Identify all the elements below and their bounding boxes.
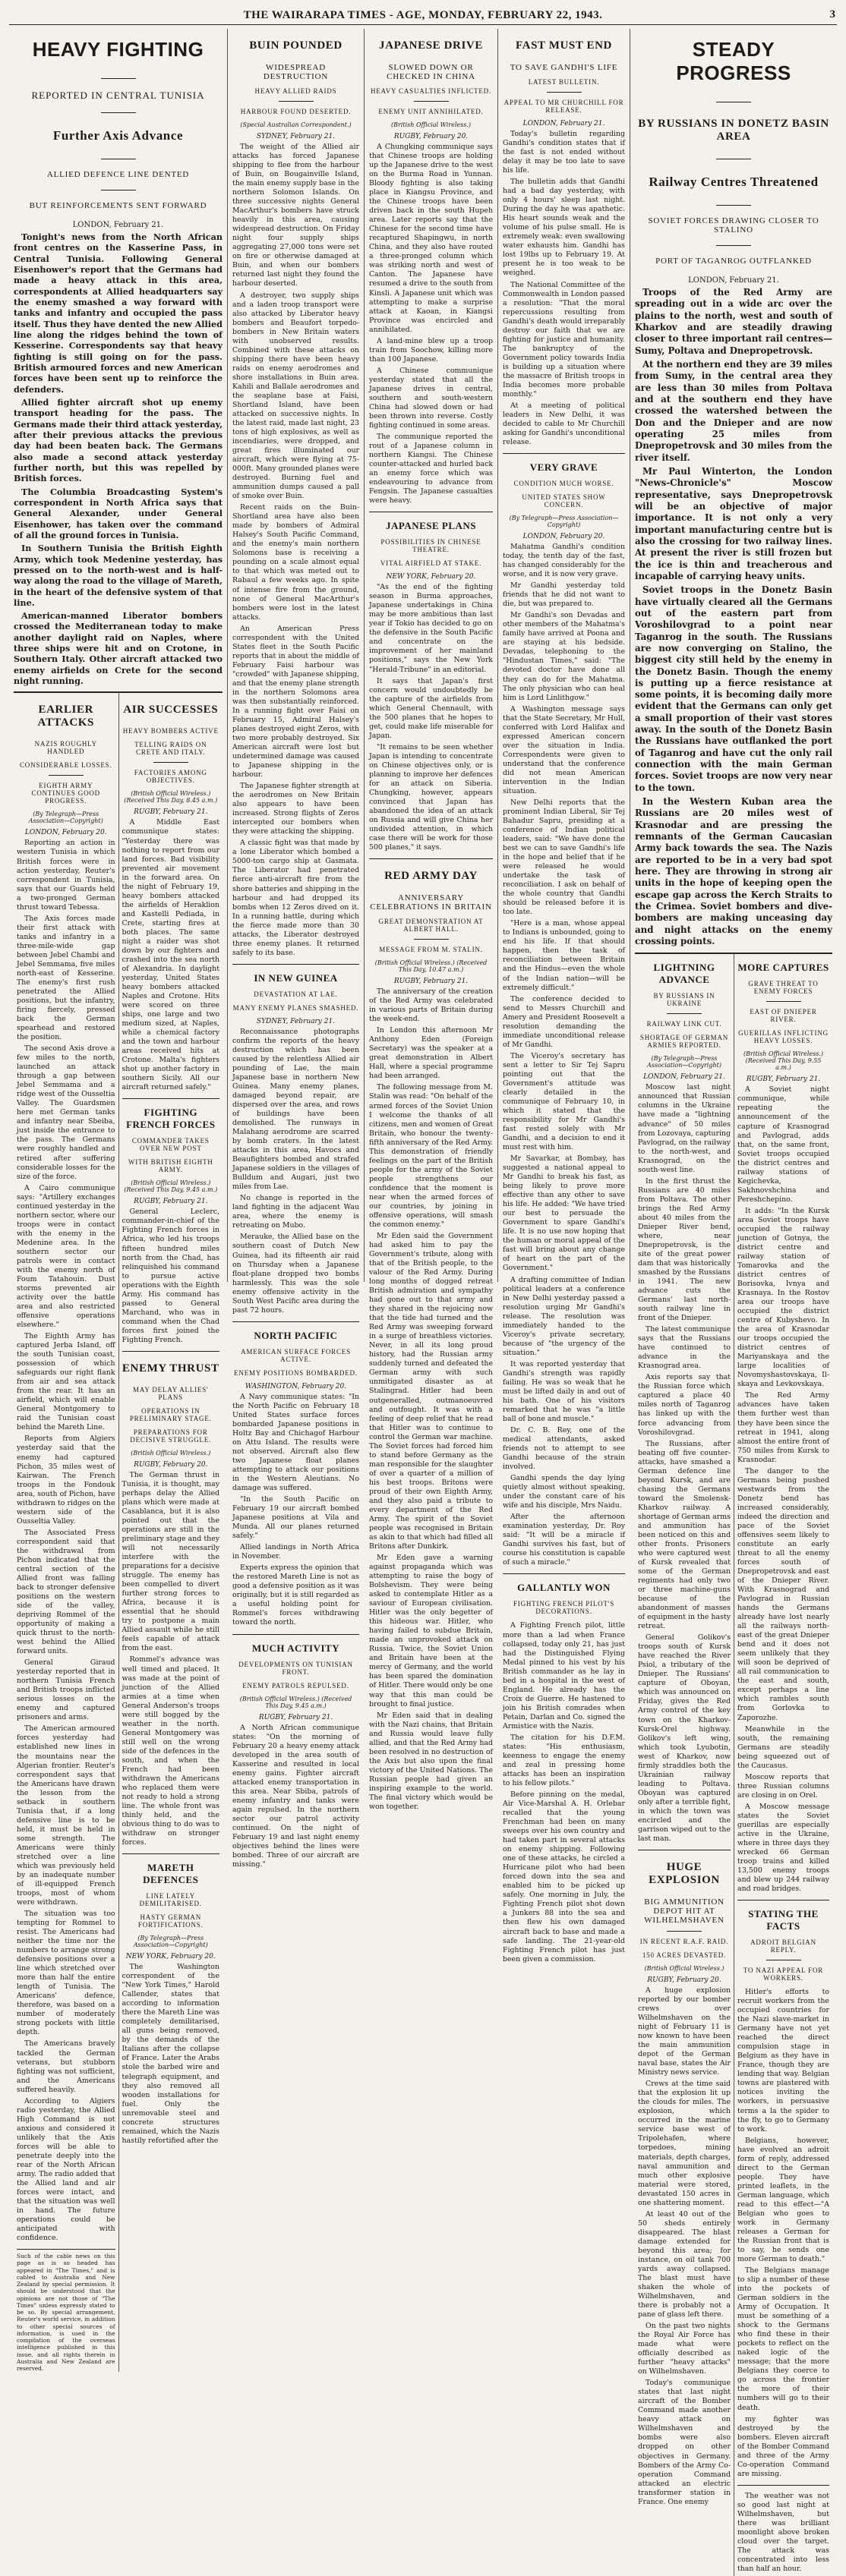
article-paragraph: It adds: "In the Kursk area Soviet troops have occupied the railway junction of Gotnya, the district centre and railway station of Tomarovka and the district centres of Borisovka, Ivnya and Krasnaya. In the Rostov area our troops have occupied the district centre of Kubyshevo. In the area of Krasnodar our troops occupied the district centres of Mariyanskaya and the large localities of Novomyshastovskaya, Il-skaya and Levkovskaya.: [737, 1206, 829, 1389]
subcolumn-more-captures: [734, 954, 832, 2576]
headline: IN NEW GUINEA: [254, 972, 338, 984]
article-paragraph: The German thrust in Tunisia, it is thought, may perhaps delay the Allied plans which were made at Casablanca, but it is also pointed out that the operations are still in the preliminary stage and they will not necessarily interfere with the preparations for a decisive struggle. The enemy has been compelled to divert further strong forces to Africa, because it is essential that he should try to postpone a main Allied assault while he still feels capable of attack from the east.: [122, 1470, 219, 1653]
article-paragraph: The Viceroy's secretary has sent a letter to Sir Tej Sapru pointing out that the Government's attitude was clearly detailed in the communique of February 10, in which it stated that the responsibility for Mr Gandhi's fast rested solely with Mr Gandhi, and a decision to end it must rest with him.: [503, 1051, 625, 1152]
headline: MUCH ACTIVITY: [251, 1642, 340, 1654]
headline: VERY GRAVE: [529, 461, 598, 474]
subhead: IN RECENT R.A.F. RAID.: [639, 1937, 729, 1945]
article-paragraph: The second Axis drove a few miles to the north, launched an attack through a gap between Jebel Semmama and a ridge west of the Ousseltia Valley. The Guardsmen here met German tanks and infantry near Sbeiba, just inside the entrance to the pass. The Germans were roughly handled and retired after suffering considerable losses for the size of the force.: [17, 1044, 115, 1181]
sub-columns: [635, 953, 832, 2576]
divider: [766, 1001, 801, 1002]
article-paragraph: Soviet troops in the Donetz Basin have virtually cleared all the Germans out of the eastern part from Voroshilovgrad to a point near Taganrog in the south. The Russians are now converging on Stalino, the biggest city still held by the enemy in the Donetz Basin. Though the enemy is putting up a fierce resistance at some points, it is becoming daily more evident that the Germans can only get a small proportion of their vast stores away. In the south of the Donetz Basin the Russians have outflanked the port of Taganrog and have cut the only rail connection with the main German forces. Soviet troops are now very near to the town.: [635, 584, 832, 793]
subhead: SOVIET FORCES DRAWING CLOSER TO STALINO: [648, 216, 819, 235]
article-paragraph: No change is reported in the land fighting in the adjacent Wau area, where the enemy is retreating on Mubo.: [232, 1194, 359, 1230]
column-japanese-drive: [365, 29, 498, 1811]
subhead: WIDESPREAD DESTRUCTION: [263, 63, 329, 81]
headline-fast-must-end: FAST MUST END: [516, 39, 612, 52]
article-paragraph: Dr. C. B. Rey, one of the medical attendants, asked friends not to attempt to see Gandhi because of the strain involved.: [503, 1426, 625, 1472]
article-paragraph: It was reported yesterday that Gandhi's strength was rapidly failing. He was so weak that he must be lifted daily in and out of his bath. One of his visitors remarked that he was "a little ball of bone and muscle.": [503, 1359, 625, 1423]
subhead: GUERILLAS INFLICTING HEAVY LOSSES.: [738, 1029, 829, 1045]
article-paragraph: American-manned Liberator bombers crossed the Mediterranean today to make another daylight raid on Naples, where three ships were hit and on Crotone, in Southern Italy. Other aircraft attacked two enemy airfields on Crete for the second night running.: [14, 610, 223, 687]
article-paragraph: Mr Gandhi's son Devadas and other members of the Mahatma's family have arrived at Poona and are staying at his bedside. Devadas, telephoning to the "Hindustan Times," said: "The devoted doctor have done all they can do for the Mahatma. The only physician who can heal him is Lord Linlithgow.": [503, 611, 625, 702]
dateline: NEW YORK, February 20.: [125, 1953, 216, 1961]
divider: [49, 775, 84, 776]
subhead: ANNIVERSARY CELEBRATIONS IN BRITAIN: [370, 893, 492, 912]
dateline: RUGBY, February 21.: [134, 808, 208, 817]
article-paragraph: "Here is a man, whose appeal to Indians is unbounded, going to end his life. If that should happen, then the task of reconciliation between Britain and the Hindus—even the whole of the Indian nation—will be extremely difficult.": [503, 919, 625, 992]
article-paragraph: my fighter was destroyed by the bombers. Eleven aircraft of the Bomber Command and three of the Army Co-operation Command are missing.: [737, 2414, 829, 2478]
article-paragraph: A Cairo communique says: "Artillery exchanges continued yesterday in the northern sector, where our troops were in contact with the enemy in the Medenine area. In the southern sector our patrols were in contact with the enemy north of Foum Tatahouin. Dust storms prevented air activity over the battle area and also restricted offensive operations elsewhere.": [17, 1183, 115, 1330]
article-paragraph: Mr Gandhi yesterday told friends that he did not want to die, but was prepared to.: [503, 581, 625, 609]
subhead: ENEMY PATROLS REPULSED.: [242, 1681, 349, 1690]
headline: RED ARMY DAY: [384, 870, 478, 883]
subhead: HARBOUR FOUND DESERTED.: [240, 108, 352, 115]
article-paragraph: The Eighth Army has captured Jerba Island, off the south Tunisian coast, possession of which safeguards our right flank from air and sea attack from the rear. It has an airfield, which will enable General Montgomery to raid the Tunisian coast behind the Mareth Line.: [17, 1332, 115, 1432]
article-paragraph: A land-mine blew up a troop train from Soochow, killing more than 100 Japanese.: [369, 336, 493, 364]
article-paragraph: The latest communique says that the Russians have continued to advance in the Krasnograd area.: [638, 1325, 731, 1371]
headline-steady-progress: STEADY PROGRESS: [676, 38, 791, 84]
divider: [414, 939, 449, 940]
credit: (British Official Wireless.) (Received This Day, 9.45 a.m.): [239, 1695, 352, 1709]
subhead: MESSAGE FROM M. STALIN.: [379, 946, 483, 954]
credit: (By Telegraph—Press Association—Copyright): [133, 1935, 208, 1949]
article-paragraph: The communique reported the rout of a Japanese column in northern Kiangsi. The Chinese counter-attacked and hurled back an enemy force which was endeavouring to advance from Fengsin. The Japanese casualties were heavy.: [369, 432, 493, 505]
article-paragraph: A Chinese communique yesterday stated that all the Japanese drives in central, southern and south-western China had slowed down or had been thrown into reverse. Costly fighting continued in some areas.: [369, 366, 493, 430]
article-paragraph: A North African communique states: "On the morning of February 20 a heavy enemy attack developed in the area south of Kasserine and resulted in local enemy gains. Fighter aircraft attacked enemy transportation in this area. Near Sbiba, patrols of enemy infantry and tanks were again repulsed. In the northern sector our patrol activity continued. On the night of February 19 and last night enemy objectives behind the lines were bombed. Three of our aircraft are missing.": [232, 1723, 359, 1869]
subhead: TO SAVE GANDHI'S LIFE: [510, 63, 618, 72]
divider: [716, 205, 751, 206]
credit: (British Official Wireless.) (Received This Day, 9.45 a.m.): [124, 1179, 218, 1194]
headline-japanese-drive: JAPANESE DRIVE: [379, 39, 483, 52]
article-paragraph: The Washington correspondent of the "New York Times," Harold Callender, states that according to information there the Mareth Line was completely demilitarised, all guns being removed, by the demands of the Italians after the collapse of France. Later the Arabs stole the barbed wire and telegraph equipment, and they also removed all wooden installations for fuel. Only the unremovable steel and concrete structures remained, which the Nazis hastily refortified after the: [122, 1963, 219, 2145]
credit: (British Official Wireless.) (Received This Day, 9.55 a.m.): [743, 1050, 824, 1072]
subhead: FACTORIES AMONG OBJECTIVES.: [134, 769, 207, 785]
subhead: TO NAZI APPEAL FOR WORKERS.: [743, 1967, 824, 1982]
credit: (British Official Wireless.): [131, 1449, 211, 1456]
subhead: MAY DELAY ALLIES' PLANS: [133, 1385, 209, 1401]
headline: JAPANESE PLANS: [385, 520, 477, 532]
divider: [737, 2485, 829, 2486]
article-paragraph: Today's communique states that last night aircraft of the Bomber Command made another heavy attack on Wilhelmshaven and bombs were also dropped on other objectives in Germany. Bombers of the Army Co-operation Command attacked an electric transformer station in France. One enemy: [638, 2379, 731, 2506]
dateline: LONDON, February 20.: [522, 533, 605, 541]
divider: [122, 1853, 220, 1854]
subhead: APPEAL TO MR CHURCHILL FOR RELEASE.: [503, 99, 624, 114]
article-paragraph: Mr Eden said the Government had asked him to pay the Government's tribute, along with that of the British people, to the valour of the Red Army. During long months of dogged retreat British admiration and sympathy had gone out to that army and they shared in the rejoicing now that the tide had turned and the Red Army was sweeping forward in a surge of breathless victories. Never, in all its long proud history, had the Russian army suddenly turned and defeated the German army with such unmitigated disaster as at Stalingrad. Hitler had been outgeneralled, outmanoeuvred and outfought. It was with a feeling of deep relief that he read that Hitler was to continue to control the German war machine. The Soviet forces had forced him to stand before Germany as the man responsible for the slaughter of over a quarter of a million of his best troops. Britons were proud of their own Eighth Army, and they also paid a tribute to every department of the Red Army. The spirit of the Soviet people was recognised in Britain as akin to that which had filled all Britons after Dunkirk.: [369, 1231, 493, 1551]
article-paragraph: Mr Savarkar, at Bombay, has suggested a national appeal to Mr Gandhi to break his fast, as being likely to prove more effective than any other to save his life. He added: "We have tried our best to persuade the Government to spare Gandhi's life. It is no use now hoping that the human or moral appeal of the fast will bring about any change of heart on the part of the Government.": [503, 1154, 625, 1273]
masthead-title: THE WAIRARAPA TIMES - AGE, MONDAY, FEBRUARY 22, 1943.: [243, 9, 603, 21]
article-paragraph: The Red Army advances have taken them further west than they have been since the retreat in 1941, along almost the entire front of 750 miles from Kursk to Krasnodar.: [737, 1391, 829, 1464]
article-paragraph: "It remains to be seen whether Japan is intending to concentrate on Chinese objectives only, or is planning to improve her defences for an attack on Siberia. Chungking, however, appears convinced that Japan has abandoned the idea of an attack on Russia and will give China her undivided attention, in which case there will be work for those 500 planes," it says.: [369, 742, 493, 852]
subhead: REPORTED IN CENTRAL TUNISIA: [31, 90, 205, 101]
subhead: FIGHTING FRENCH PILOT'S DECORATIONS.: [513, 1600, 615, 1616]
subhead: HEAVY ALLIED RAIDS: [254, 87, 337, 95]
subhead: BY RUSSIANS IN UKRAINE: [653, 992, 715, 1008]
subhead: HEAVY CASUALTIES INFLICTED.: [370, 87, 492, 95]
divider: [667, 1931, 702, 1932]
article-paragraph: Rommel's advance was well timed and placed. It was made at the point of junction of the Allied armies at a time when General Anderson's troops were still bogged by the weather in the north. General Montgomery was still well on the wrong side of the defences in the south, and when the French had been withdrawn the Americans who replaced them were not ready to hold a strong line. The whole front was thinly held, and the obvious thing to do was to withdraw on stronger forces.: [122, 1655, 219, 1847]
dateline: LONDON, February 21.: [72, 221, 164, 229]
subhead: OPERATIONS IN PRELIMINARY STAGE.: [129, 1406, 212, 1422]
article-paragraph: A Middle East communique states: "Yesterday there was nothing to report from our land forces. Bad visibility prevented air movement in the forward area. On the night of February 19, heavy bombers attacked the airfields of Heraklion and Kastelli Pediada, in Crete, starting fires at both places. The same night a raider was shot down by our fighters and crashed into the sea north of Alexandria. In daylight yesterday, United States heavy bombers attacked Naples and Crotone. Hits were scored on three ships, one large and two medium sized, at Naples, while a chemical factory and the town and harbour areas received hits at Crotone. Malta's fighters shot up another factory in southern Sicily. All our aircraft returned safely.": [122, 818, 219, 1092]
subhead: VITAL AIRFIELD AT STAKE.: [380, 559, 482, 568]
divider: [101, 190, 136, 191]
article-paragraph: A Navy communique states: "In the North Pacific on February 18 United States surface forces bombarded Japanese positions in Holtz Bay and Chichagof Harbour on Attu Island. The results were not observed. Aircraft also flew two Japanese float planes attempting to attack our positions in the Western Aleutians. No damage was suffered.: [232, 1392, 359, 1493]
divider: [279, 101, 314, 102]
subhead: RAILWAY LINK CUT.: [646, 1020, 722, 1028]
subhead: PREPARATIONS FOR DECISIVE STRUGGLE.: [130, 1428, 212, 1444]
article-paragraph: A destroyer, two supply ships and a laden troop transport were also attacked by Liberator heavy bombers and Beaufort torpedo-bombers in New Britain waters with unobserved results. Combined with these attacks on shipping there have been heavy raids on enemy aerodromes and shore installations in Buin area. Kahili and Ballale aerodromes and the seaplane base at Faisi, Shortland Island, have been attacked on successive nights. In the latest raid, made last night, 23 tons of high explosives, as well as incendiaries, were dropped, and great fires illuminated our aircraft, which were flying at 75-000ft. Many grounded planes were destroyed. Burning fuel and ammunition dumps caused a pall of smoke over Buin.: [232, 291, 359, 501]
divider: [122, 1351, 220, 1352]
subcolumn-lightning-advance: [635, 954, 734, 2576]
headline-heavy-fighting: HEAVY FIGHTING: [32, 38, 204, 61]
article-paragraph: A Washington message says that the State Secretary, Mr Hull, conferred with Lord Halifax and expressed American concern over the situation in India. Correspondents were given to understand that the conference did not mean American intervention in the Indian situation.: [503, 704, 625, 795]
divider: [101, 112, 136, 113]
sub-columns: [14, 691, 223, 2372]
subhead: HASTY GERMAN FORTIFICATIONS.: [137, 1913, 204, 1929]
article-paragraph: At the northern end they are 39 miles from Sumy, in the central area they are less than 30 miles from Poltava and at the southern end they have crossed the watershed between the Don and the Dnieper and are now operating 25 miles from Dnepropetrovsk and 30 miles from the river itself.: [635, 358, 832, 463]
headline: STATING THE FACTS: [748, 1908, 819, 1932]
headline: AIR SUCCESSES: [123, 704, 219, 716]
divider: [232, 1321, 359, 1322]
article-paragraph: Reconnaissance photographs confirm the reports of the heavy destruction which has been caused by the relentless Allied air pounding of Lae, the main Japanese base in northern New Guinea. Many enemy planes, damaged beyond repair, are dispersed over the area, and rows of buildings have been demolished. The runways in Malahang aerodrome are scarred by bomb craters. In the latest attacks in this area, Havocs and Beaufighters bombed and strafed Japanese soldiers in the villages of Bulldum and Augari, just two miles from Lae.: [232, 1027, 359, 1192]
dateline: RUGBY, February 21.: [258, 1713, 333, 1721]
subhead: CONDITION MUCH WORSE.: [513, 480, 614, 488]
article-paragraph: The anniversary of the creation of the Red Army was celebrated in various parts of Britain during the week-end.: [369, 987, 493, 1024]
article-paragraph: The Russians, after beating off five counter-attacks, have smashed a German defence line beyond Kursk, and are chasing the Germans toward the Smolensk-Kharkov railway. A shortage of German arms and ammunition has been noticed on this and other fronts. Prisoners who were captured west of Kursk revealed that some of the German regiments had only two or three machine-guns because of the abandonment of masses of equipment in the hasty retreat.: [638, 1439, 731, 1631]
headline: MORE CAPTURES: [737, 962, 829, 974]
subhead: SHORTAGE OF GERMAN ARMIES REPORTED.: [639, 1034, 729, 1050]
subhead: ADROIT BELGIAN REPLY.: [750, 1938, 816, 1954]
headline-buin-pounded: BUIN POUNDED: [249, 39, 343, 52]
article-paragraph: Today's bulletin regarding Gandhi's condition states that if the fast is not ended without delay it may be too late to save his life.: [503, 130, 625, 175]
dateline: LONDON, February 20.: [24, 829, 107, 837]
subhead: TELLING RAIDS ON CRETE AND ITALY.: [134, 741, 207, 757]
subhead: DEVASTATION AT LAE.: [254, 990, 338, 998]
headline: FIGHTING FRENCH FORCES: [126, 1107, 216, 1131]
subhead: BIG AMMUNITION DEPOT HIT AT WILHELMSHAVEN: [644, 1897, 724, 1925]
subhead: Railway Centres Threatened: [649, 175, 819, 189]
dateline: RUGBY, February 20.: [134, 1460, 208, 1469]
article-paragraph: General Leclerc, commander-in-chief of the Fighting French forces in Africa, who led his troops fifteen hundred miles north from the Chad, has relinquished his command to pursue active operations with the Eighth Army. His command has passed to General Marchand, who was in command when the Chad forces first joined the Fighting French.: [122, 1208, 219, 1344]
dateline: RUGBY, February 20.: [393, 133, 469, 140]
column-russia: [630, 29, 837, 2573]
subhead: POSSIBILITIES IN CHINESE THEATRE.: [380, 538, 481, 554]
article-paragraph: The Columbia Broadcasting System's correspondent in North Africa says that General Alexander, under General Eisenhower, has taken over the command of all the ground forces in Tunisia.: [14, 486, 223, 540]
page-number: 3: [829, 8, 835, 20]
dateline: NEW YORK, February 20.: [386, 573, 476, 581]
divider: [101, 78, 136, 79]
column-tunisia: [9, 29, 228, 2373]
subhead: Further Axis Advance: [52, 128, 184, 143]
divider: [737, 1900, 829, 1901]
article-paragraph: Mahatma Gandhi's condition today, the tenth day of the fast, has changed considerably for the worse, and it is now very grave.: [503, 543, 625, 579]
article-paragraph: A huge explosion reported by our bomber crews over Wilhelmshaven on the night of February 11 is now known to have been the main ammunition depot of the German naval base, states the Air Ministry news service.: [638, 1986, 731, 2077]
article-paragraph: General Giraud yesterday reported that in northern Tunisia French and British troops inflicted serious losses on the enemy and captured prisoners and arms.: [17, 1658, 115, 1722]
column-gandhi: [498, 29, 630, 1963]
article-paragraph: Troops of the Red Army are spreading out in a wide arc over the plains to the north, west and south of Kharkov and are steadily drawing closer to three important rail centres—Sumy, Poltava and Dnepropetrovsk.: [635, 287, 832, 356]
article-paragraph: The weather was not so good last night at Wilhelmshaven, but there was brilliant moonlight above broken cloud over the target. The attack was concentrated into less than half an hour.: [737, 2491, 829, 2573]
headline: HUGE EXPLOSION: [649, 1860, 720, 1886]
article-paragraph: A Fighting French pilot, little more than a lad when France collapsed, today only 21, has just had the Distinguished Flying Medal pinned to his vest by his British commander as he lay in bed in a hospital in the west of England. He already has the Croix de Guerre. He hastened to join his British comrades when Petain, Darlan and Co. signed the Armistice with the Nazis.: [503, 1621, 625, 1730]
credit: (British Official Wireless.): [390, 121, 472, 128]
subhead: ENEMY UNIT ANNIHILATED.: [378, 108, 484, 115]
subhead: HEAVY BOMBERS ACTIVE: [122, 727, 219, 735]
subhead: COMMANDER TAKES OVER NEW POST: [131, 1137, 210, 1153]
subhead: GRAVE THREAT TO ENEMY FORCES: [748, 980, 819, 996]
article-paragraph: Meanwhile in the south, the remaining Germans are steadily being squeezed out of the Caucasus.: [737, 1724, 829, 1770]
article-paragraph: A Moscow message states the Soviet guerillas are especially active in the Ukraine, where in three days they wrecked 66 German troop trains and killed 13,500 enemy troops and blew up 244 railway and road bridges.: [737, 1802, 829, 1894]
divider: [503, 453, 625, 454]
subhead: ALLIED DEFENCE LINE DENTED: [46, 170, 190, 179]
article-paragraph: Allied fighter aircraft shot up enemy transport heading for the pass. The Germans made their third attack yesterday, after their previous attacks the previous day had been beaten back. The Germans also made a second attack yesterday further north, but this was repelled by British forces.: [14, 396, 223, 484]
subhead: SLOWED DOWN OR CHECKED IN CHINA: [387, 63, 475, 81]
article-paragraph: Mr Eden gave a warning against propaganda which was attempting to raise the bogy of Bolshevism. They were being asked to contemplate Hitler as a saviour of European civilisation. Hitler was the only begetter of this hideous war. Hitler, who having failed to subdue Britain, made an unprovoked attack on Russia. Twice, the Soviet Union and Britain have been at the mercy of Germany, and the world has been spared the domination of Hitler. There would only be one way that this man could be brought to final justice.: [369, 1554, 493, 1708]
article-paragraph: Gandhi spends the day lying quietly almost without speaking, under the constant care of his wife and his disciple, Mrs Naidu.: [503, 1474, 625, 1510]
article-paragraph: Merauke, the Allied base on the southern coast of Dutch New Guinea, had its fifteenth air raid on Thursday when a Japanese float-plane dropped two bombs harmlessly. This was the sole enemy offensive activity in the South West Pacific area during the past 72 hours.: [232, 1233, 359, 1315]
article-paragraph: An American Press correspondent with the United States fleet in the South Pacific reports that in about the middle of February Faisi harbour was "crowded" with Japanese shipping, and that the enemy plane strength in the northern Solomons area was then substantially reinforced. In a running fight over Faisi on February 15, Admiral Halsey's planes destroyed eight Zeros, with two more probably destroyed. Six American aircraft were lost but undetermined damage was caused to Japanese shipping in the harbour.: [232, 624, 359, 779]
copyright-note: Such of the cable news on this page as is so headed has appeared in "The Times," and is cabled to Australia and New Zealand by special permission. It should be understood that the opinions are not those of "The Times" unless expressly stated to be so. By special arrangement, Reuter's world service, in addition to other special sources of information, is used in the compilation of the overseas intelligence published in this issue, and all rights therein in Australia and New Zealand are reserved.: [17, 2249, 115, 2372]
article-paragraph: Belgians, however, have evolved an adroit form of reply, addressed direct to the German people. They have printed leaflets, in the German language, which read to this effect—"A Belgian who goes to work in Germany releases a German for the Russian front that is to say, he sends one more German to death.": [737, 2136, 829, 2263]
article-paragraph: After the afternoon examination yesterday, Dr. Roy said: "It will be a miracle if Gandhi survives his fast, but of course his constitution is capable of such a miracle.": [503, 1513, 625, 1567]
article-paragraph: According to Algiers radio yesterday, the Allied High Command is not anxious and considered it unlikely that the Axis forces will be able to penetrate deeply into the rear of the North African army. The radio added that the Allied land and air forces were intact, and that the situation was well in hand. The future operations could be anticipated with confidence.: [17, 2096, 115, 2243]
subcolumn-earlier-attacks: [14, 693, 118, 2372]
article-paragraph: In the first thrust the Russians are 40 miles from Poltava. The other brings the Red Army about 40 miles from the Dnieper River bend, where, near Dnepropetrovsk, is the site of the great power dam that was historically smashed by the Russians in 1941. The new advance cuts the Germans' last north-south railway line in front of the Dnieper.: [638, 1176, 731, 1323]
divider: [232, 964, 359, 965]
article-paragraph: On the past two nights the Royal Air Force has made what were officially described as further "heavy attacks" on Wilhelmshaven.: [638, 2322, 731, 2376]
divider: [153, 762, 188, 763]
dateline: RUGBY, February 21.: [393, 978, 469, 986]
article-paragraph: The Axis forces made their first attack with tanks and infantry in a three-mile-wide gap between Jebel Chambi and Jebel Semmama, five miles north-east of Kesserine. The enemy's first rush penetrated the Allied positions, but the infantry, firing fiercely, pressed back the German spearhead and restored the position.: [17, 914, 115, 1042]
credit: (Special Australian Correspondent.): [240, 121, 352, 128]
credit: (By Telegraph—Press Association—Copyright): [28, 811, 103, 825]
article-paragraph: The National Committee of the Commonwealth in London passed a resolution: "That the moral repercussions resulting from Gandhi's death would irreparably destroy our faith that we are fighting for justice and humanity. The bankruptcy of the Government policy towards India is building up a situation where the massacre of British troops in India becomes more probable monthly.": [503, 280, 625, 398]
article-paragraph: In London this afternoon Mr Anthony Eden (Foreign Secretary) was the speaker at a great demonstration in Albert Hall, where a special programme had been arranged.: [369, 1026, 493, 1081]
article-paragraph: Reporting an action in western Tunisia in which British forces were in action yesterday, Reuter's correspondent in Tunisia, says that our Guards held a two-pronged German thrust toward Tebessa.: [17, 839, 115, 912]
subhead: 150 ACRES DEVASTED.: [642, 1951, 727, 1959]
columns: [9, 29, 837, 2573]
article-paragraph: Recent raids on the Buin-Shortland area have also been made by bombers of Admiral Halsey's South Pacific Command, and the enemy's main northern Solomons base is receiving a pounding on a scale almost equal to that which was meted out to Rabaul a few weeks ago. In spite of intense fire from the ground, none of General MacArthur's bombers were lost in the latest attacks.: [232, 503, 359, 622]
article-paragraph: A classic fight was that made by a lone Liberator which bombed a 5000-ton cargo ship at Gasmata. The Liberator had penetrated fierce anti-aircraft fire from the shore batteries and shipping in the harbour and had dropped its bombs when 12 Zeros dived on it. In a running battle, during which the fierce made more than 30 attacks, the Liberator destroyed three enemy planes. It returned safely to its base.: [232, 839, 359, 957]
subhead: LATEST BULLETIN.: [528, 78, 600, 86]
article-paragraph: The American armoured forces yesterday had established new lines in the mountains near the Algerian frontier. Reuter's correspondent says that the Americans have drawn the lesson from the setback in southern Tunisia that, if a long defensive line is to be held, it must be held in some strength. The Americans were thinly stretched over a line which was previously held by an inadequate number of ill-equipped French troops, most of whom were withdrawn.: [17, 1724, 115, 1907]
masthead: [9, 8, 837, 25]
dateline: LONDON, February 21.: [643, 1073, 725, 1082]
article-paragraph: The citation for his D.F.M. states: "His enthusiasm, keenness to engage the enemy and zeal in pressing home attacks has been an inspiration to his fellow pilots.": [503, 1733, 625, 1787]
dateline: RUGBY, February 21.: [134, 1198, 208, 1206]
credit: (By Telegraph—Press Association—Copyright): [509, 515, 619, 529]
divider: [503, 1573, 625, 1574]
divider: [414, 101, 449, 102]
article-paragraph: The Americans bravely tackled the German veterans, but stubborn fighting was not sufficient, and the Americans suffered heavily.: [17, 2039, 115, 2094]
credit: (By Telegraph—Press Association—Copyright): [647, 1055, 721, 1069]
headline: ENEMY THRUST: [122, 1362, 219, 1375]
column-buin: [228, 29, 365, 1869]
dateline: RUGBY, February 20.: [647, 1976, 721, 1984]
article-paragraph: The Belgians manage to slip a number of these into the pockets of German soldiers in the Army of Occupation. It must be something of a shock to the Germans who find these in their pockets to reflect on the naked logic of the message; that the more Belgians they coerce to go across the frontier the more of their numbers will go to their death.: [737, 2266, 829, 2412]
article-paragraph: "In the South Pacific on February 19 our aircraft bombed Japanese positions at Vila and Munda. All our planes returned safely.": [232, 1495, 359, 1541]
article-paragraph: Hitler's efforts to recruit workers from the occupied countries for the Nazi slave-market in Germany have not yet reached the direct compulsion stage in Belgium as they have in France, though they are lending that way. Belgian towns are plastered with notices inviting the workers, in persuasive terms a la the spider to the fly, to go to Germany to work.: [737, 1988, 829, 2134]
article-paragraph: The following message from M. Stalin was read: "On behalf of the armed forces of the Soviet Union I welcome the thanks of all citizens, men and women of Great Britain, who honour the twenty-fifth anniversary of the Red Army. This demonstration of friendly feelings on the part of the British people for the army of the Soviet people strengthens our confidence that the moment is near when the armed forces of our countries, by joining in offensive operations, will smash the common enemy.": [369, 1083, 493, 1229]
dateline: RUGBY, February 21.: [746, 1075, 821, 1084]
subhead: BY RUSSIANS IN DONETZ BASIN AREA: [638, 118, 829, 143]
article-paragraph: The danger to the Germans being pushed westwards from the Donetz bend has increased considerably, indeed the direction and pace of the Soviet offensives seem likely to constitute an early threat to all the enemy forces south of Dnepropetrovsk and east of the Dnieper River. With Krasnograd and Pavlograd in Russian hands the Germans already have lost nearly all the railways north-east of the great Dnieper bend and it does not seem unlikely that they will soon be deprived of all rail communication to the east and south, except perhaps a line which rambles south from Gorlovka to Zaporozhe.: [737, 1466, 829, 1722]
dateline: WASHINGTON, February 20.: [245, 1382, 347, 1390]
article-paragraph: The conference decided to send to Messrs Churchill and Amery and President Roosevelt a resolution demanding the immediate unconditional release of Mr Gandhi.: [503, 994, 625, 1049]
article-paragraph: The bulletin adds that Gandhi had a bad day yesterday, with only 4 hours' sleep last night. During the day he was apathetic. His heart sounds weak and the volume of his pulse small. He is extremely weak: even swallowing water exhausts him. Gandhi has lost 19lbs up to February 19. At present he is too weak to be weighed.: [503, 178, 625, 278]
article-paragraph: In the Western Kuban area the Russians are 20 miles west of Krasnodar and are pressing the remnants of the German Caucasian Army back towards the sea. The Nazis are reported to be in a very bad spot here. They are throwing in strong air units in the hope of keeping open the escape gap across the Kerch Straits to the Crimea. Soviet bombers and dive-bombers are making unceasing day and night attacks on the enemy crossing points.: [635, 796, 832, 947]
subhead: DEVELOPMENTS ON TUNISIAN FRONT.: [238, 1660, 353, 1676]
article-paragraph: In Southern Tunisia the British Eighth Army, which took Medenine yesterday, has pressed on to the north-west and is half-way along the road to the village of Mareth, in the heart of the defensive system of that line.: [14, 543, 223, 608]
article-paragraph: A Soviet night communique, while repeating the announcement of the capture of Krasnograd and Pavlograd, adds that, on the same front, Soviet troops occupied the district centres and railway stations of Kegichevka, Sakhnovshchina and Pereshchepino.: [737, 1085, 829, 1204]
article-paragraph: Tonight's news from the North African front centres on the Kasserine Pass, in Central Tunisia. Following General Eisenhower's report that the Germans had made a heavy attack in this area, correspondents at Allied headquarters say the enemy smashed a way forward with tanks and infantry and occupied the pass itself. Thus they have dented the new Allied line along the ridges behind the town of Kesserine. Correspondents say that heavy fighting is still going on for the pass. British armoured forces and new American forces have been sent up to reinforce the defenders.: [14, 231, 223, 395]
article-paragraph: General Golikov's troops south of Kursk have reached the River Psiol, a tributary of the Dnieper. The Russians' capture of Oboyan, which was announced on Friday, gives the Red Army control of the key town on the Kharkov-Kursk-Orel highway. Golikov's left wing, which took Lyubotin, west of Kharkov, now firmly straddles both the Ukrainian railway leading to Poltava. Oboyan was captured only after a terrible fight, in which the town was encircled and the garrison wiped out to the last man.: [638, 1633, 731, 1843]
credit: (British Official Wireless.) (Received This Day, 10.47 a.m.): [374, 959, 488, 974]
article-paragraph: Crews at the time said that the explosion lit up the clouds for miles. The explosion, which occurred in the marine service base west of Tripolehafen, where torpedoes, mining materials, depth charges, naval ammunition and much other explosive material were stored, devastated 150 acres in one shattering moment.: [638, 2080, 731, 2207]
dateline: LONDON, February 21.: [522, 120, 605, 128]
article-paragraph: "As the end of the fighting season in Burma approaches, Japanese undertakings in China may be more ambitious than last year if Tokio has decided to go on the defensive in the South Pacific and concentrate on the improvement of her mainland positions," says the New York "Herald-Tribune" in an editorial.: [369, 583, 493, 674]
divider: [547, 92, 582, 93]
dateline: LONDON, February 21.: [688, 276, 779, 285]
headline: EARLIER ATTACKS: [37, 704, 94, 729]
article-paragraph: Reports from Algiers yesterday said that the enemy had captured Pichon, 35 miles west of Kairwan. The French troops in the Fondouk area, south of Pichon, have withdrawn to ridges on the western side of the Ousseltia Valley.: [17, 1434, 115, 1526]
subhead: MANY ENEMY PLANES SMASHED.: [232, 1003, 359, 1012]
article-paragraph: Mr Eden said that in dealing with the Nazi chains, that Britain and Russia would leave fully allied, and that the Red Army had been resolved in no destruction of the Axis but also upon the final victory of the United Nations. The Russian people had given an inspiring example to the world. The final victory which would be won together.: [369, 1711, 493, 1811]
article-paragraph: Moscow reports that three Russian columns are closing in on Orel.: [737, 1772, 829, 1800]
credit: (British Official Wireless.) (Received This Day, 8.45 a.m.): [124, 790, 218, 805]
article-paragraph: Axis reports say that the Russian force which captured a place 40 miles north of Taganrog has linked up with the force advancing from Voroshilovgrad.: [638, 1373, 731, 1437]
subhead: EIGHTH ARMY CONTINUES GOOD PROGRESS.: [31, 782, 100, 805]
article-paragraph: Experts express the opinion that the restored Mareth Line is not as good a defensive position as it was originally, but it is still regarded as a useful holding point for Rommel's forces withdrawing toward the north.: [232, 1564, 359, 1627]
article-paragraph: The Associated Press correspondent said that the withdrawal from Pichon indicated that the central section of the Allied front was falling back to stronger defensive positions on the western side of the valley, depriving Rommel of the opportunity of making a quick thrust to the north-west behind the Allied forward units.: [17, 1528, 115, 1656]
subhead: ENEMY POSITIONS BOMBARDED.: [234, 1368, 358, 1377]
subcolumn-air-successes: [118, 693, 223, 2372]
article-paragraph: Moscow last night announced that Russian columns in the Ukraine have made a "lightning advance" of 50 miles from Lozovaya, capturing Pavlograd, on the railway to the north-west, and Krasnograd, on the south-west line.: [638, 1083, 731, 1174]
dateline: SYDNEY, February 21.: [256, 1017, 336, 1025]
subhead: PORT OF TAGANROG OUTFLANKED: [655, 257, 812, 266]
subhead: WITH BRITISH EIGHTH ARMY.: [128, 1158, 213, 1174]
subhead: NAZIS ROUGHLY HANDLED: [34, 740, 97, 756]
article-paragraph: The weight of the Allied air attacks has forced Japanese shipping to flee from the harbour of Buin, on Bougainville Island, the main enemy supply base in the northern Solomon Islands. On three successive nights General MacArthur's bombers have struck heavily in this area, causing widespread destruction. On Friday night four supply ships aggregating 27,000 tons were set on fire or otherwise damaged at Buin, and when our bombers returned last night they found the harbour deserted.: [232, 143, 359, 288]
article-paragraph: The Japanese fighter strength at the aerodromes on New Britain also appears to have been increased. Strong flights of Zeros intercepted our bombers when they were attacking the shipping.: [232, 782, 359, 836]
divider: [232, 1634, 359, 1635]
article-paragraph: New Delhi reports that the prominent Indian Liberal, Sir Tej Bahadur Sapru, presiding at a conference of Indian political leaders, said: "We have done the best we can to save Gandhi's life in the hope and belief that if he were released he would undertake the task of reconciliation. I ask on behalf of the whole country that Gandhi should be released before it is too late.: [503, 798, 625, 917]
headline: MARETH DEFENCES: [143, 1862, 199, 1886]
article-paragraph: Before pinning on the medal, Air Vice-Marshal A. H. Orlebar recalled that the young Frenchman had been on many sweeps over his own country and had taken part in several attacks on enemy shipping. Following one of these attacks, he circled a Hurricane pilot who had been forced down into the sea and enabled him to be picked up safely. One morning in July, the Fighting French pilot shot down a Junkers 88 into the sea and then flew his own damaged aircraft back to base and made a safe landing. The 21-year-old Fighting French pilot has just been given a commission.: [503, 1790, 625, 1963]
divider: [667, 1013, 702, 1014]
headline: GALLANTLY WON: [517, 1582, 611, 1594]
divider: [122, 1098, 220, 1099]
divider: [369, 858, 493, 859]
article-paragraph: A Chungking communique says that Chinese troops are holding up the Japanese drive to the west on the Burma Road in Yunnan. Bloody fighting is also taking place in Kiangsu Province, and the Chinese troops have been driven back in the south Hupeh area. Later reports say that the Chinese for the second time have recaptured Shapingwu, in north China, and they also have routed a three-pronged column which was striking north and west of Canton. The Japanese have resumed a drive to the south from Kinsli. A Japanese unit which was attempting to make a surprise attack at Kaoan, in Kiangsi Province was encircled and annihilated.: [369, 143, 493, 334]
subhead: GREAT DEMONSTRATION AT ALBERT HALL.: [378, 918, 484, 934]
subhead: BUT REINFORCEMENTS SENT FORWARD: [29, 201, 207, 210]
divider: [716, 245, 751, 246]
credit: (British Official Wireless.): [644, 1964, 724, 1972]
article-paragraph: At least 40 out of the 50 sheds entirely disappeared. The blast damage extended for beyond this area; for instance, on oil tank 700 yards away collapsed. The blast must have shaken the whole of Wilhelmshaven, and there is probably not a pane of glass left there.: [638, 2209, 731, 2319]
subhead: UNITED STATES SHOW CONCERN.: [522, 493, 606, 509]
subhead: AMERICAN SURFACE FORCES ACTIVE.: [241, 1347, 351, 1363]
article-paragraph: A drafting committee of Indian political leaders at a conference in New Delhi yesterday passed a resolution urging Mr Gandhi's release. The resolution was immediately handed to the Viceroy's private secretary, because of "the urgency of the situation.": [503, 1275, 625, 1357]
subhead: EAST OF DNIEPER RIVER.: [750, 1008, 817, 1024]
article-paragraph: Mr Paul Winterton, the London "News-Chronicle's" Moscow representative, says Dnepropetrovsk will be an objective of major importance. It is not only a very important manufacturing centre but is also the crossing for two railway lines. At present the river is still frozen but the ice is thin and treacherous and incapable of carrying heavy units.: [635, 465, 832, 581]
dateline: SYDNEY, February 21.: [256, 133, 336, 140]
article-paragraph: It says that Japan's first concern would undoubtedly be the capture of the airfields from which General Chennault, with the 500 planes that he hopes to get, could make life miserable for Japan.: [369, 676, 493, 740]
article-paragraph: The situation was too tempting for Rommel to resist. The Americans had neither the time nor the numbers to arrange strong defensive positions over a line which stretched over more than half the entire length of Tunisia. The Americans' defence, therefore, was based on a number of moderately strong pockets with little depth.: [17, 1910, 115, 2037]
article-paragraph: Allied landings in North Africa in November.: [232, 1543, 359, 1561]
headline: LIGHTNING ADVANCE: [653, 962, 715, 986]
article-paragraph: At a meeting of political leaders in New Delhi, it was decided to cable to Mr Churchill asking for Gandhi's unconditional release.: [503, 401, 625, 447]
subhead: LINE LATELY DEMILITARISED.: [139, 1892, 202, 1908]
headline: NORTH PACIFIC: [254, 1329, 338, 1341]
subhead: CONSIDERABLE LOSSES.: [19, 761, 112, 770]
